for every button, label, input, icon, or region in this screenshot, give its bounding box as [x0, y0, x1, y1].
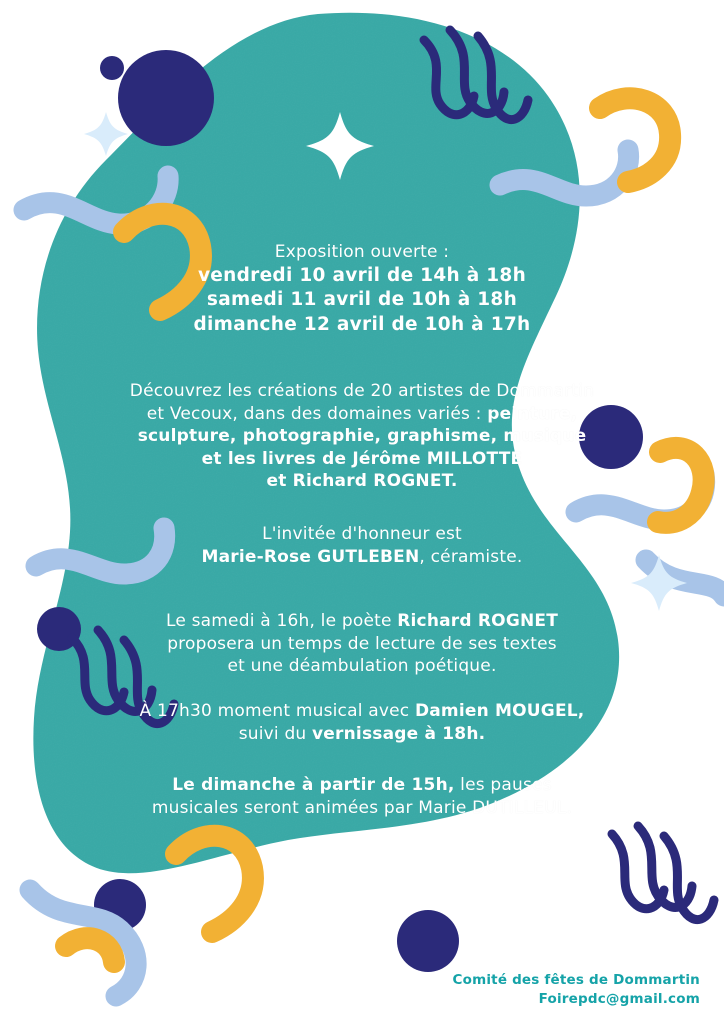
description-line-4: et les livres de Jérôme MILLOTTE [201, 448, 523, 469]
guest-intro: L'invitée d'honneur est [262, 524, 462, 544]
guest-block [0, 523, 724, 568]
musical-line-1-plain: À 17h30 moment musical avec [139, 701, 415, 721]
sunday-block [0, 774, 724, 819]
saturday-line-2: proposera un temps de lecture de ses textes [167, 633, 557, 654]
opening-hours-line-2: samedi 11 avril de 10h à 18h [206, 289, 518, 311]
sunday-time: Le dimanche à partir de 15h, [172, 775, 455, 795]
saturday-block [0, 610, 724, 678]
footer-email[interactable]: Foirepdc@gmail.com [538, 991, 700, 1008]
musical-line-2-plain: suivi du [238, 723, 313, 744]
guest-role: , céramiste. [419, 546, 523, 567]
saturday-line-1-plain: Le samedi à 16h, le poète [165, 611, 398, 631]
opening-hours-line-1: vendredi 10 avril de 14h à 18h [197, 264, 527, 286]
musical-block [0, 700, 724, 745]
sunday-line-1-plain: les pauses [454, 775, 552, 795]
musical-line-2 [0, 723, 724, 746]
opening-hours-intro: Exposition ouverte : [274, 242, 450, 262]
saturday-line-3: et une déambulation poétique. [227, 656, 497, 677]
guest-name-line [0, 546, 724, 569]
saturday-line-1 [0, 610, 724, 633]
description-line-2-plain: et Vecoux, dans des domaines variés : [146, 403, 488, 424]
description-block [0, 380, 724, 493]
footer-organisation: Comité des fêtes de Dommartin [452, 971, 700, 988]
vernissage-time: vernissage à 18h. [312, 723, 486, 744]
description-line-2 [0, 403, 724, 426]
description-line-3: sculpture, photographie, graphisme, musique [137, 426, 587, 447]
sunday-line-2: musicales seront animées par Marie DUTILLEUL. [151, 797, 573, 818]
musical-line-1 [0, 700, 724, 723]
description-line-2-bold: peinture, [487, 403, 578, 424]
description-line-1: Découvrez les créations de 20 artistes de Dommartin [129, 381, 595, 401]
opening-hours-line-3: dimanche 12 avril de 10h à 17h [193, 313, 531, 335]
footer-block [452, 971, 700, 1010]
description-line-5: et Richard ROGNET. [266, 471, 458, 492]
sunday-line-1 [0, 774, 724, 797]
saturday-poet-name: Richard ROGNET [397, 611, 559, 631]
guest-name: Marie-Rose GUTLEBEN [201, 546, 420, 567]
musical-artist-name: Damien MOUGEL, [414, 701, 585, 721]
opening-hours-block [0, 241, 724, 337]
